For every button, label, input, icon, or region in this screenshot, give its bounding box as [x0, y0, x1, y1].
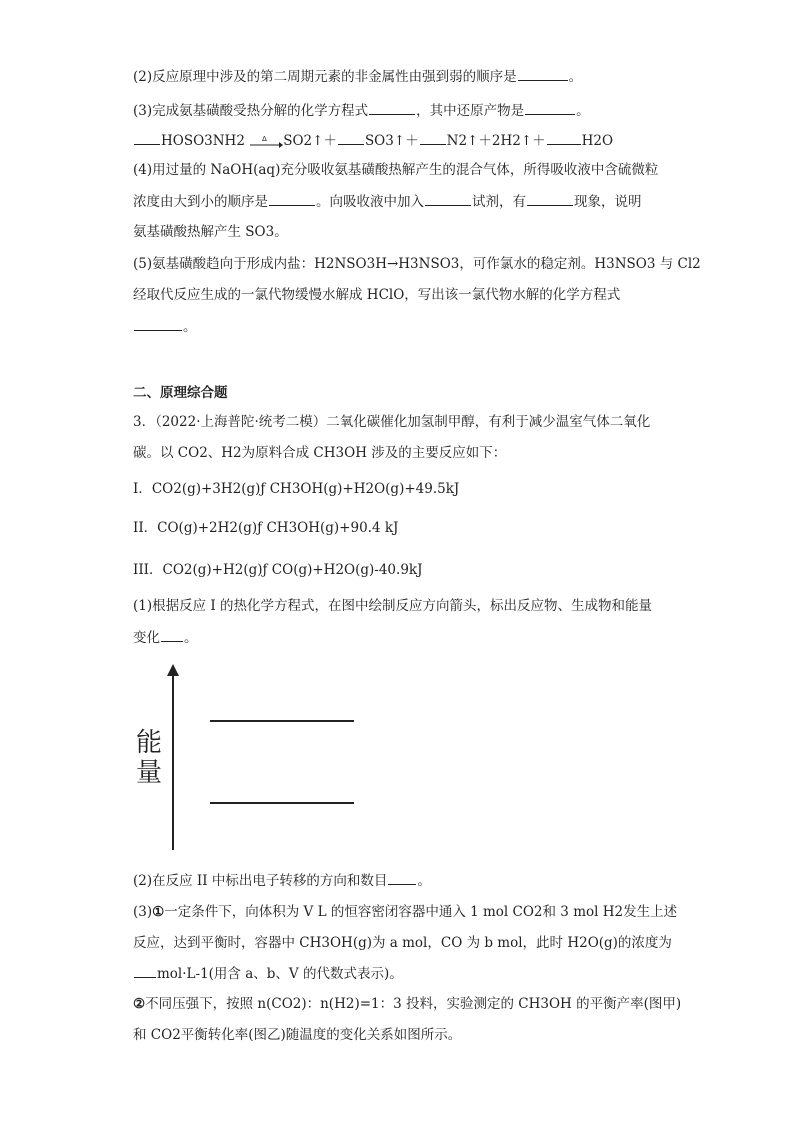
answer-blank[interactable]	[518, 66, 568, 81]
text: 一定条件下，向体积为 V L 的恒容密闭容器中通入 1 mol CO2和 3 mol H2发生上述	[164, 904, 678, 920]
answer-blank[interactable]	[134, 963, 156, 978]
q3-part1-line1: (1)根据反应 I 的热化学方程式，在图中绘制反应方向箭头，标出反应物、生成物和能量	[133, 598, 653, 614]
q3-part3-line2: 反应，达到平衡时，容器中 CH3OH(g)为 a mol，CO 为 b mol，此时 H2O(g)的浓度为	[133, 935, 672, 951]
answer-blank[interactable]	[388, 870, 416, 885]
eq-product-3: N2↑＋2H2↑＋	[446, 133, 546, 149]
q2-equation	[133, 130, 613, 151]
coef-blank[interactable]	[547, 130, 581, 145]
q2-part3: (3)完成氨基磺酸受热分解的化学方程式 ，其中还原产物是 。	[133, 100, 590, 121]
q2-part2-text: (2)反应原理中涉及的第二周期元素的非金属性由强到弱的顺序是	[133, 69, 517, 85]
q3-part3-line3	[133, 963, 403, 984]
text: (2)在反应 II 中标出电子转移的方向和数目	[133, 873, 388, 889]
q3-part2: (2)在反应 II 中标出电子转移的方向和数目 。	[133, 870, 431, 891]
q3-reaction-1: I．CO2(g)+3H2(g)ƒ CH3OH(g)+H2O(g)+49.5kJ	[133, 481, 460, 497]
q3-part3-line4	[133, 994, 681, 1014]
section-title: 二、原理综合题	[133, 385, 228, 401]
text: (3)	[133, 904, 153, 920]
q2-part5-line2: 经取代反应生成的一氯代物缓慢水解成 HClO，写出该一氯代物水解的化学方程式	[133, 287, 621, 303]
q3-reaction-3: III．CO2(g)+H2(g)ƒ CO(g)+H2O(g)-40.9kJ	[133, 562, 423, 578]
answer-blank[interactable]	[161, 627, 183, 642]
q3-part3-line5: 和 CO2平衡转化率(图乙)随温度的变化关系如图所示。	[133, 1027, 462, 1043]
q3-intro-line2: 碳。以 CO2、H2为原料合成 CH3OH 涉及的主要反应如下：	[133, 445, 507, 461]
answer-blank[interactable]	[527, 191, 573, 206]
answer-blank[interactable]	[269, 191, 315, 206]
coef-blank[interactable]	[134, 130, 160, 145]
text: 不同压强下，按照 n(CO2)：n(H2)=1：3 投料，实验测定的 CH3OH 的平衡产率(图甲)	[145, 996, 682, 1012]
text: 现象，说明	[574, 194, 642, 210]
energy-axis-label-1: 能	[136, 728, 163, 758]
eq-reactant: HOSO3NH2	[161, 133, 245, 149]
q2-part2: (2)反应原理中涉及的第二周期元素的非金属性由强到弱的顺序是 。	[133, 66, 582, 87]
energy-axis	[172, 672, 174, 850]
answer-blank[interactable]	[369, 100, 415, 115]
q2-part3-mid: ，其中还原产物是	[416, 103, 525, 119]
text: 。向吸收液中加入	[316, 194, 424, 210]
q3-reaction-2: II．CO(g)+2H2(g)ƒ CH3OH(g)+90.4 kJ	[133, 520, 399, 536]
circled-number: ①	[152, 904, 165, 920]
text: 变化	[133, 630, 160, 646]
circled-number: ②	[133, 996, 146, 1012]
q2-part4-line1: (4)用过量的 NaOH(aq)充分吸收氨基磺酸热解产生的混合气体，所得吸收液中含硫微粒	[133, 162, 659, 178]
text: mol·L-1(用含 a、b、V 的代数式表示)。	[157, 966, 403, 982]
energy-axis-label-2: 量	[136, 758, 163, 788]
coef-blank[interactable]	[338, 130, 364, 145]
q2-part5-line1: (5)氨基磺酸趋向于形成内盐：H2NSO3H→H3NSO3，可作氯水的稳定剂。H3NSO3 与 Cl2	[133, 256, 701, 272]
text: 试剂，有	[472, 194, 526, 210]
q2-part4-line2	[133, 191, 642, 212]
eq-product-4: H2O	[581, 133, 614, 149]
energy-level-upper	[210, 720, 354, 722]
q3-part3-line1	[133, 902, 677, 922]
answer-blank[interactable]	[425, 191, 471, 206]
energy-level-lower	[210, 802, 354, 804]
q3-part1-line2: 变化 。	[133, 627, 198, 648]
q3-intro-line1: 3．（2022·上海普陀·统考二模）二氧化碳催化加氢制甲醇，有利于减少温室气体二氧化	[133, 414, 651, 430]
q2-part4-line3: 氨基磺酸热解产生 SO3。	[133, 224, 288, 240]
heat-condition: Δ	[262, 134, 268, 143]
coef-blank[interactable]	[420, 130, 446, 145]
q2-part5-line3: 。	[133, 316, 197, 337]
heat-arrow-icon	[249, 135, 283, 149]
answer-blank[interactable]	[134, 316, 182, 331]
answer-blank[interactable]	[525, 100, 575, 115]
text: 浓度由大到小的顺序是	[133, 194, 268, 210]
q2-part3-text: (3)完成氨基磺酸受热分解的化学方程式	[133, 103, 369, 119]
eq-product-1: SO2↑＋	[283, 133, 337, 149]
eq-product-2: SO3↑＋	[364, 133, 419, 149]
